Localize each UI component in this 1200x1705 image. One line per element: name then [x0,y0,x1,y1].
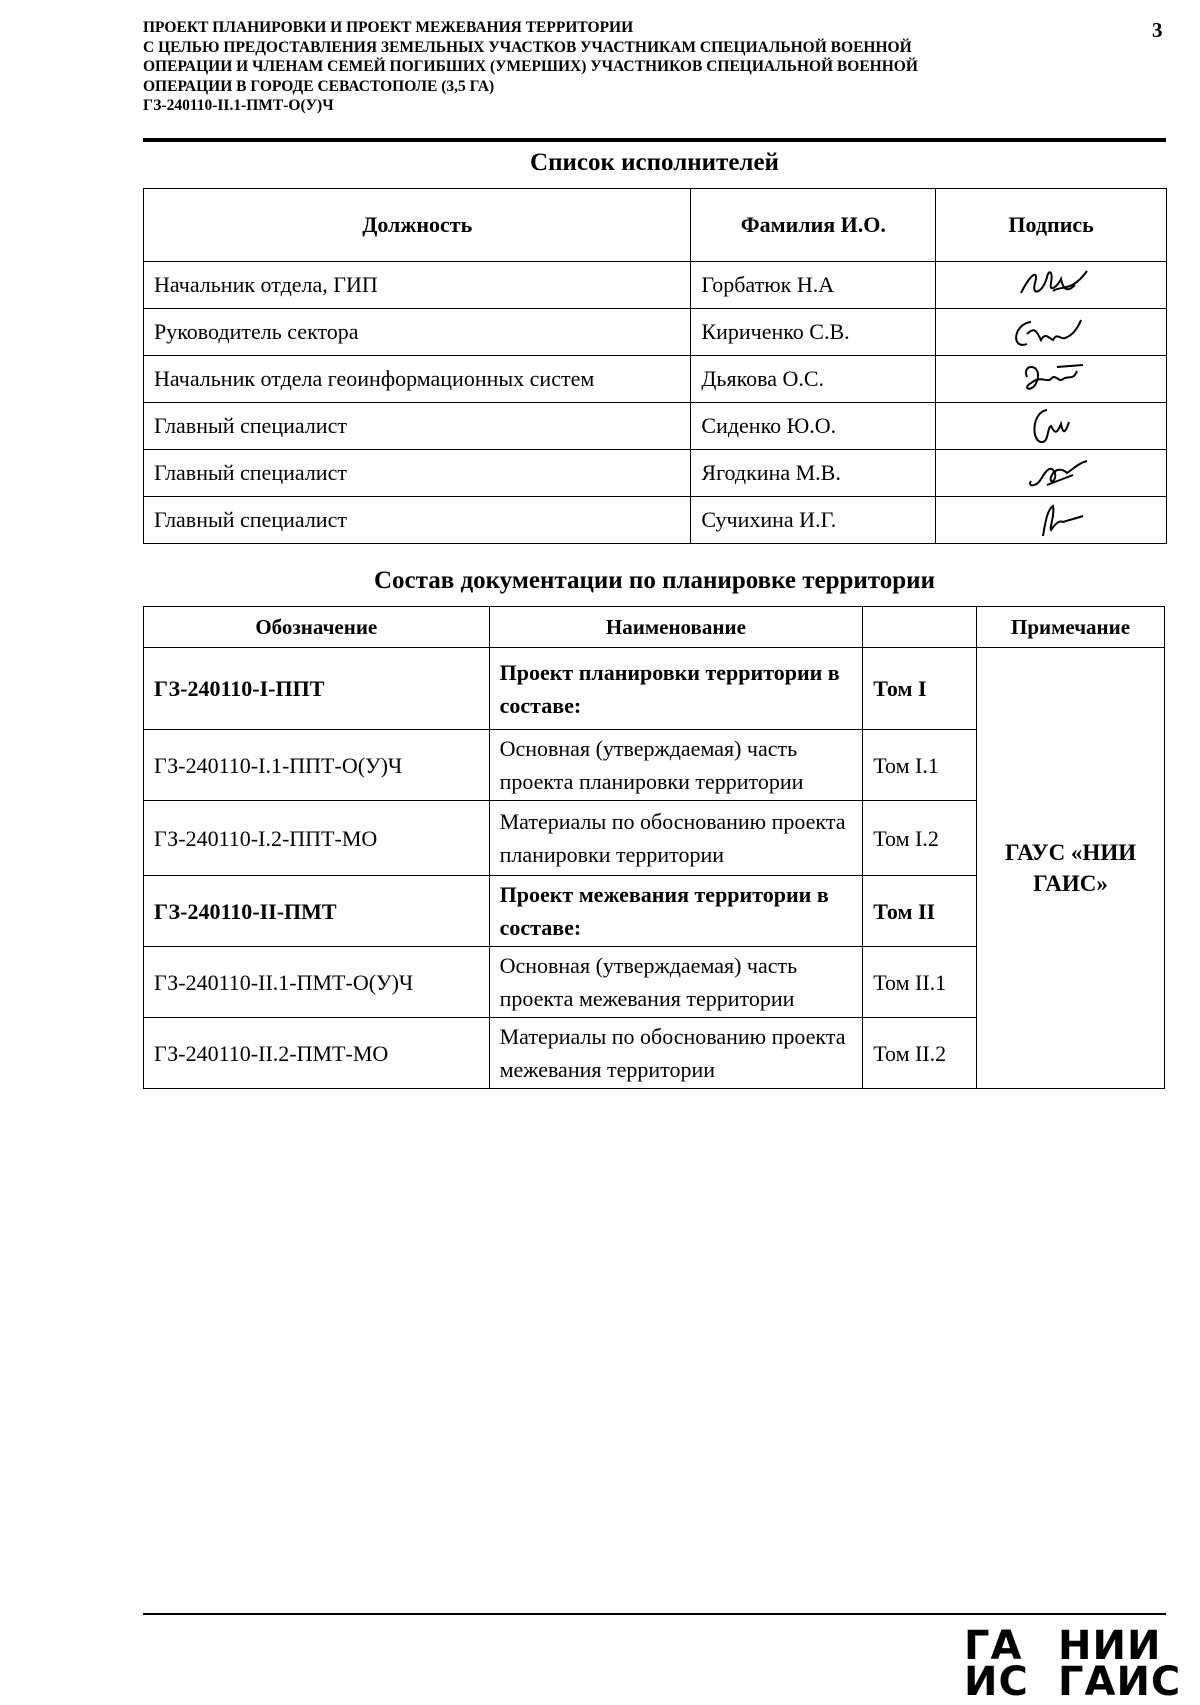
header-line: ОПЕРАЦИИ В ГОРОДЕ СЕВАСТОПОЛЕ (3,5 ГА) [143,77,495,95]
code-cell: ГЗ-240110-II.2-ПМТ-МО [144,1018,490,1089]
volume-cell: Том I.2 [863,801,977,876]
logo-text: ГА [964,1623,1023,1669]
signature-cell [936,356,1167,403]
volume-cell: Том II.2 [863,1018,977,1089]
name-cell: Дьякова О.С. [691,356,936,403]
table-row [144,262,1167,309]
column-header-name: Фамилия И.О. [691,189,936,262]
executors-table [143,188,1167,544]
table-row [144,648,1165,730]
code-cell: ГЗ-240110-II.1-ПМТ-О(У)Ч [144,947,490,1018]
header-line: ОПЕРАЦИИ И ЧЛЕНАМ СЕМЕЙ ПОГИБШИХ (УМЕРШИХ) УЧАСТНИКОВ СПЕЦИАЛЬНОЙ ВОЕННОЙ [143,58,918,75]
logo-text: ГАИС [1058,1659,1182,1705]
note-cell [977,648,1165,1089]
title-cell: Основная (утверждаемая) часть проекта планировки территории [489,730,863,801]
documentation-title: Состав документации по планировке территории [374,567,935,594]
column-header-title: Наименование [489,607,863,648]
position-cell: Главный специалист [144,497,691,544]
volume-cell: Том II.1 [863,947,977,1018]
note-text: ГАУС «НИИ ГАИС» [1004,840,1137,896]
column-header-position: Должность [144,189,691,262]
column-header-code: Обозначение [144,607,490,648]
signature-image [991,498,1111,542]
signature-image [991,310,1111,354]
title-cell: Материалы по обоснованию проекта межевания территории [489,1018,863,1089]
table-header-row [144,189,1167,262]
volume-cell: Том I.1 [863,730,977,801]
company-logo [960,1623,1182,1705]
column-header-signature: Подпись [936,189,1167,262]
signature-image [991,357,1111,401]
position-cell: Главный специалист [144,450,691,497]
page-number: 3 [1152,18,1163,42]
table-header-row [144,607,1165,648]
position-cell: Начальник отдела, ГИП [144,262,691,309]
name-cell: Сучихина И.Г. [691,497,936,544]
position-cell: Руководитель сектора [144,309,691,356]
table-row [144,497,1167,544]
logo-text: ИС [964,1659,1029,1705]
title-cell: Проект межевания территории в составе: [489,876,863,947]
code-cell: ГЗ-240110-II-ПМТ [144,876,490,947]
signature-cell [936,497,1167,544]
table-row [144,403,1167,450]
signature-image [991,451,1111,495]
name-cell: Горбатюк Н.А [691,262,936,309]
documentation-table [143,606,1165,1089]
name-cell: Кириченко С.В. [691,309,936,356]
volume-cell: Том I [863,648,977,730]
signature-image [991,404,1111,448]
table-row [144,356,1167,403]
name-cell: Ягодкина М.В. [691,450,936,497]
volume-cell: Том II [863,876,977,947]
signature-cell [936,403,1167,450]
signature-cell [936,309,1167,356]
signature-cell [936,450,1167,497]
column-header-volume [863,607,977,648]
table-row [144,309,1167,356]
footer-divider [143,1613,1166,1615]
document-header [143,18,1133,116]
column-header-note: Примечание [977,607,1165,648]
executors-title: Список исполнителей [530,149,779,176]
signature-image [991,263,1111,307]
code-cell: ГЗ-240110-I.2-ППТ-МО [144,801,490,876]
signature-cell [936,262,1167,309]
title-cell: Проект планировки территории в составе: [489,648,863,730]
table-row [144,450,1167,497]
code-cell: ГЗ-240110-I-ППТ [144,648,490,730]
position-cell: Главный специалист [144,403,691,450]
header-line: ПРОЕКТ ПЛАНИРОВКИ И ПРОЕКТ МЕЖЕВАНИЯ ТЕРРИТОРИИ [143,19,634,36]
name-cell: Сиденко Ю.О. [691,403,936,450]
header-document-code: ГЗ-240110-II.1-ПМТ-О(У)Ч [143,97,334,114]
header-divider [143,138,1166,142]
logo-text: НИИ [1058,1623,1162,1669]
title-cell: Основная (утверждаемая) часть проекта межевания территории [489,947,863,1018]
header-line: С ЦЕЛЬЮ ПРЕДОСТАВЛЕНИЯ ЗЕМЕЛЬНЫХ УЧАСТКОВ УЧАСТНИКАМ СПЕЦИАЛЬНОЙ ВОЕННОЙ [143,38,912,56]
title-cell: Материалы по обоснованию проекта планировки территории [489,801,863,876]
position-cell: Начальник отдела геоинформационных систем [144,356,691,403]
code-cell: ГЗ-240110-I.1-ППТ-О(У)Ч [144,730,490,801]
